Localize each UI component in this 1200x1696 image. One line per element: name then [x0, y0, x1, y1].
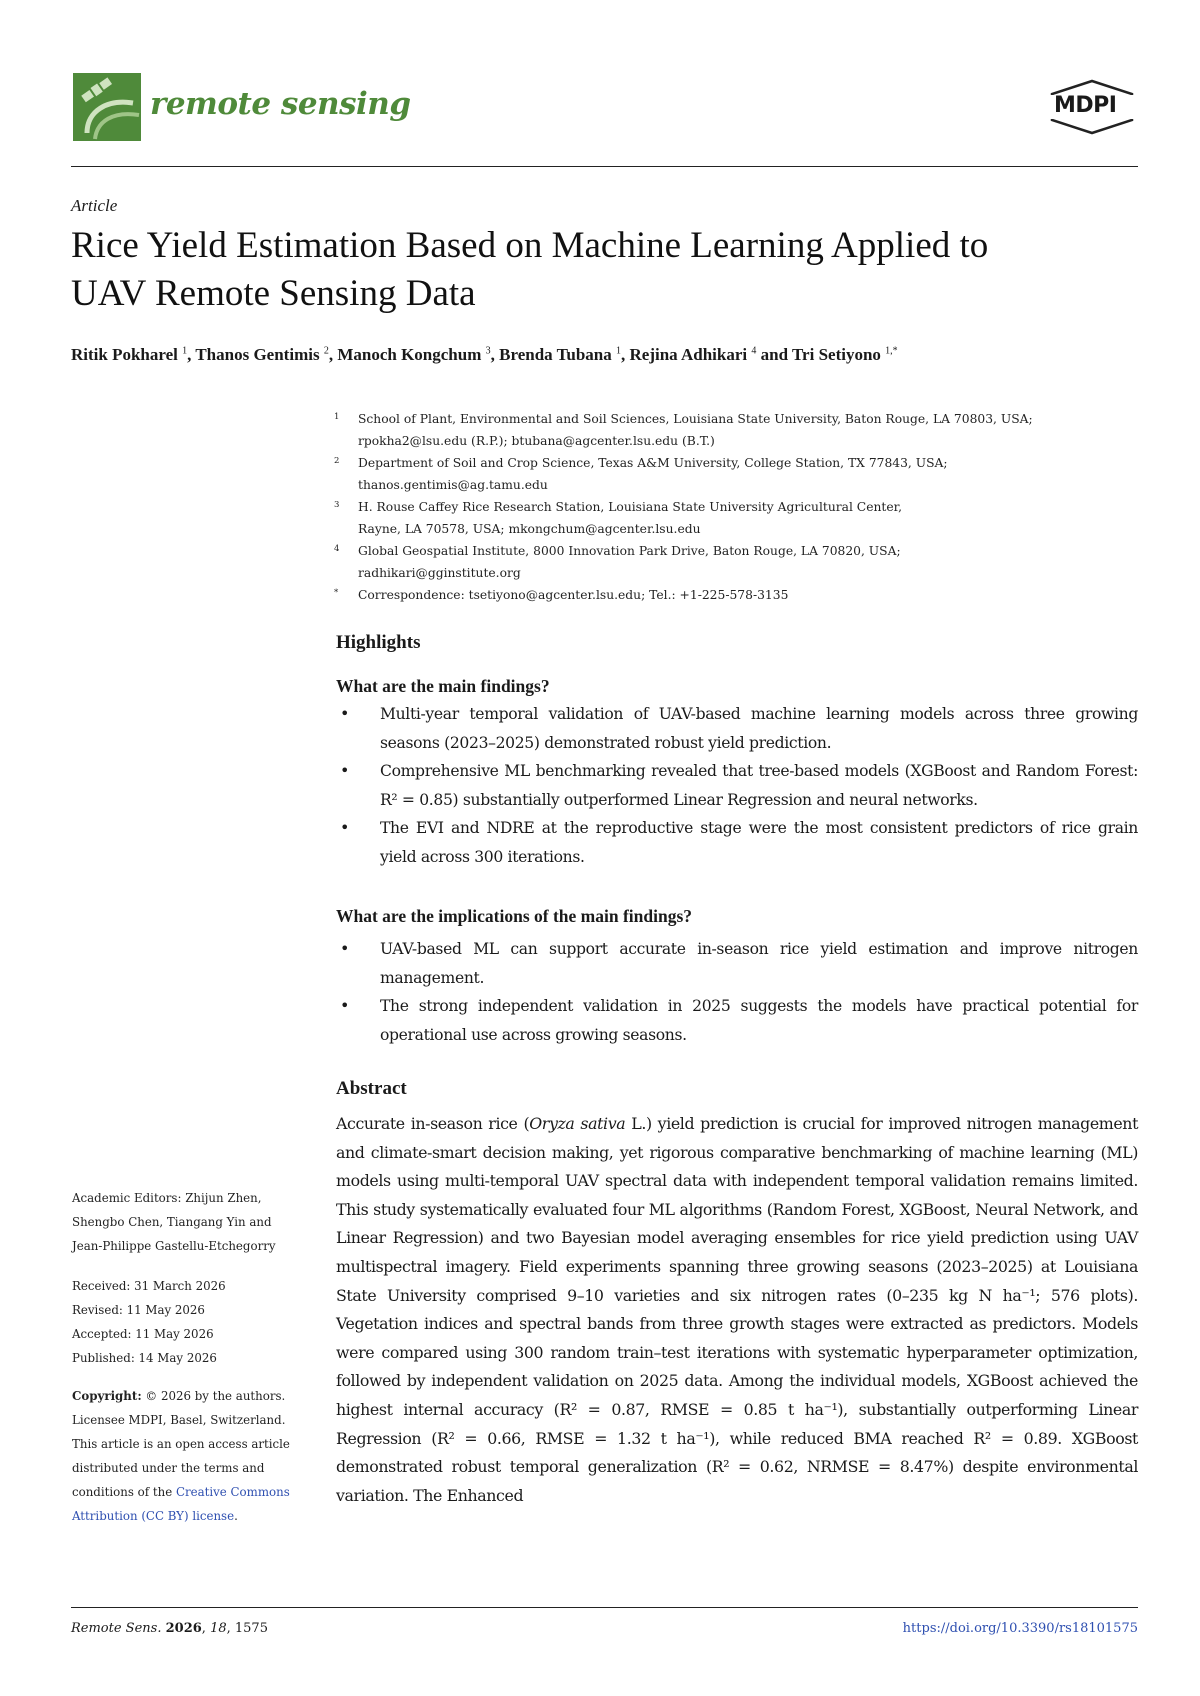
affiliation-item: 2 Department of Soil and Crop Science, Texas A&M University, College Station, TX 77843, USA; thanos.gentimis@ag.tamu.edu [334, 456, 948, 492]
doi-link[interactable]: https://doi.org/10.3390/rs18101575 [902, 1621, 1138, 1636]
title-line-1: Rice Yield Estimation Based on Machine Learning Applied to [71, 225, 989, 266]
academic-editors: Academic Editors: Zhijun Zhen, Shengbo Chen, Tiangang Yin and Jean-Philippe Gastellu-Etchegorry [72, 1191, 276, 1253]
citation: Remote Sens. 2026, 18, 1575 [71, 1621, 268, 1636]
footer-rule [71, 1607, 1138, 1608]
correspondence: * Correspondence: tsetiyono@agcenter.lsu.edu; Tel.: +1-225-578-3135 [334, 588, 789, 602]
list-item: • The strong independent validation in 2025 suggests the models have practical potential for operational use across growing seasons. [336, 992, 1138, 1049]
abstract-heading: Abstract [336, 1078, 407, 1099]
affiliation-item: 1 School of Plant, Environmental and Soil Sciences, Louisiana State University, Baton Rouge, LA 70803, USA; rpokha2@lsu.edu (R.P.); btubana@agcenter.lsu.edu (B.T.) [334, 412, 1033, 448]
article-type: Article [71, 196, 118, 215]
copyright-notice: Copyright: © 2026 by the authors. Licensee MDPI, Basel, Switzerland. This article is an open access article distributed under the terms and conditions of the Creative Commons Attribution (CC BY) license. [72, 1389, 290, 1523]
list-item: • Multi-year temporal validation of UAV-based machine learning models across three growing seasons (2023–2025) demonstrated robust yield prediction. [336, 700, 1138, 757]
list-item: • The EVI and NDRE at the reproductive stage were the most consistent predictors of rice grain yield across 300 iterations. [336, 814, 1138, 871]
findings-question: What are the main findings? [336, 676, 550, 696]
publication-dates [72, 1274, 312, 1370]
revised-date: Revised: 11 May 2026 [72, 1303, 205, 1317]
author[interactable]: Rejina Adhikari $^4$ [629, 345, 757, 364]
mdpi-wordmark: MDPI [1054, 93, 1117, 118]
author[interactable]: Brenda Tubana $^1$ [499, 345, 621, 364]
journal-name[interactable]: remote sensing [150, 86, 411, 122]
received-date: Received: 31 March 2026 [72, 1279, 226, 1293]
header-rule [71, 166, 1138, 167]
cc-license-link-cont[interactable]: Attribution (CC BY) license [72, 1509, 235, 1523]
findings-list [336, 700, 1138, 871]
affiliations [334, 408, 1154, 606]
author-list: Ritik Pokharel $^1$, Thanos Gentimis $^2$, Manoch Kongchum $^3$, Brenda Tubana $^1$, Rejina Adhikari $^4$ and Tri Setiyono $^{1,*}$ [71, 345, 898, 364]
title-line-2: UAV Remote Sensing Data [71, 273, 476, 314]
cc-license-link[interactable]: Creative Commons [175, 1485, 290, 1499]
species-name: Oryza sativa [529, 1114, 626, 1133]
abstract-body: Accurate in-season rice (Oryza sativa L.) yield prediction is crucial for improved nitrogen management and climate-smart decision making, yet rigorous comparative benchmarking of machine learning (ML) models using multi-temporal UAV spectral data with independent temporal validation remains limited. This study systematically evaluated four ML algorithms (Random Forest, XGBoost, Neural Network, and Linear Regression) and two Bayesian model averaging ensembles for rice yield prediction using UAV multispectral imagery. Field experiments spanning three growing seasons (2023–2025) at Louisiana State University comprised 9–10 varieties and six nitrogen rates (0–235 kg N ha⁻¹; 576 plots). Vegetation indices and spectral bands from three growth stages were extracted as predictors. Models were compared using 300 random train–test iterations with systematic hyperparameter optimization, followed by independent validation on 2025 data. Among the individual models, XGBoost achieved the highest internal accuracy (R² = 0.87, RMSE = 0.85 t ha⁻¹), substantially outperforming Linear Regression (R² = 0.66, RMSE = 1.32 t ha⁻¹), while reduced BMA reached R² = 0.89. XGBoost demonstrated robust temporal generalization (R² = 0.62, NRMSE = 8.47%) despite environmental variation. The Enhanced [336, 1114, 1139, 1505]
affiliation-item: 4 Global Geospatial Institute, 8000 Innovation Park Drive, Baton Rouge, LA 70820, USA; radhikari@gginstitute.org [334, 544, 901, 580]
accepted-date: Accepted: 11 May 2026 [72, 1327, 214, 1341]
satellite-earth-icon [73, 73, 141, 141]
author[interactable]: Ritik Pokharel $^1$ [71, 345, 188, 364]
affiliation-item: 3 H. Rouse Caffey Rice Research Station, Louisiana State University Agricultural Center, Rayne, LA 70578, USA; mkongchum@agcenter.lsu.edu [334, 500, 903, 536]
list-item: • UAV-based ML can support accurate in-season rice yield estimation and improve nitrogen management. [336, 935, 1138, 992]
journal-logo [73, 73, 141, 141]
highlights-heading: Highlights [336, 632, 421, 653]
implications-question: What are the implications of the main findings? [336, 906, 693, 926]
published-date: Published: 14 May 2026 [72, 1351, 217, 1365]
author[interactable]: Manoch Kongchum $^3$ [337, 345, 491, 364]
implications-list [336, 935, 1138, 1049]
list-item: • Comprehensive ML benchmarking revealed that tree-based models (XGBoost and Random Forest: R² = 0.85) substantially outperformed Linear Regression and neural networks. [336, 757, 1138, 814]
author[interactable]: Thanos Gentimis $^2$ [195, 345, 329, 364]
author[interactable]: Tri Setiyono $^{1,*}$ [791, 345, 898, 364]
mdpi-logo[interactable] [1048, 78, 1136, 136]
paper-title [71, 222, 1141, 318]
